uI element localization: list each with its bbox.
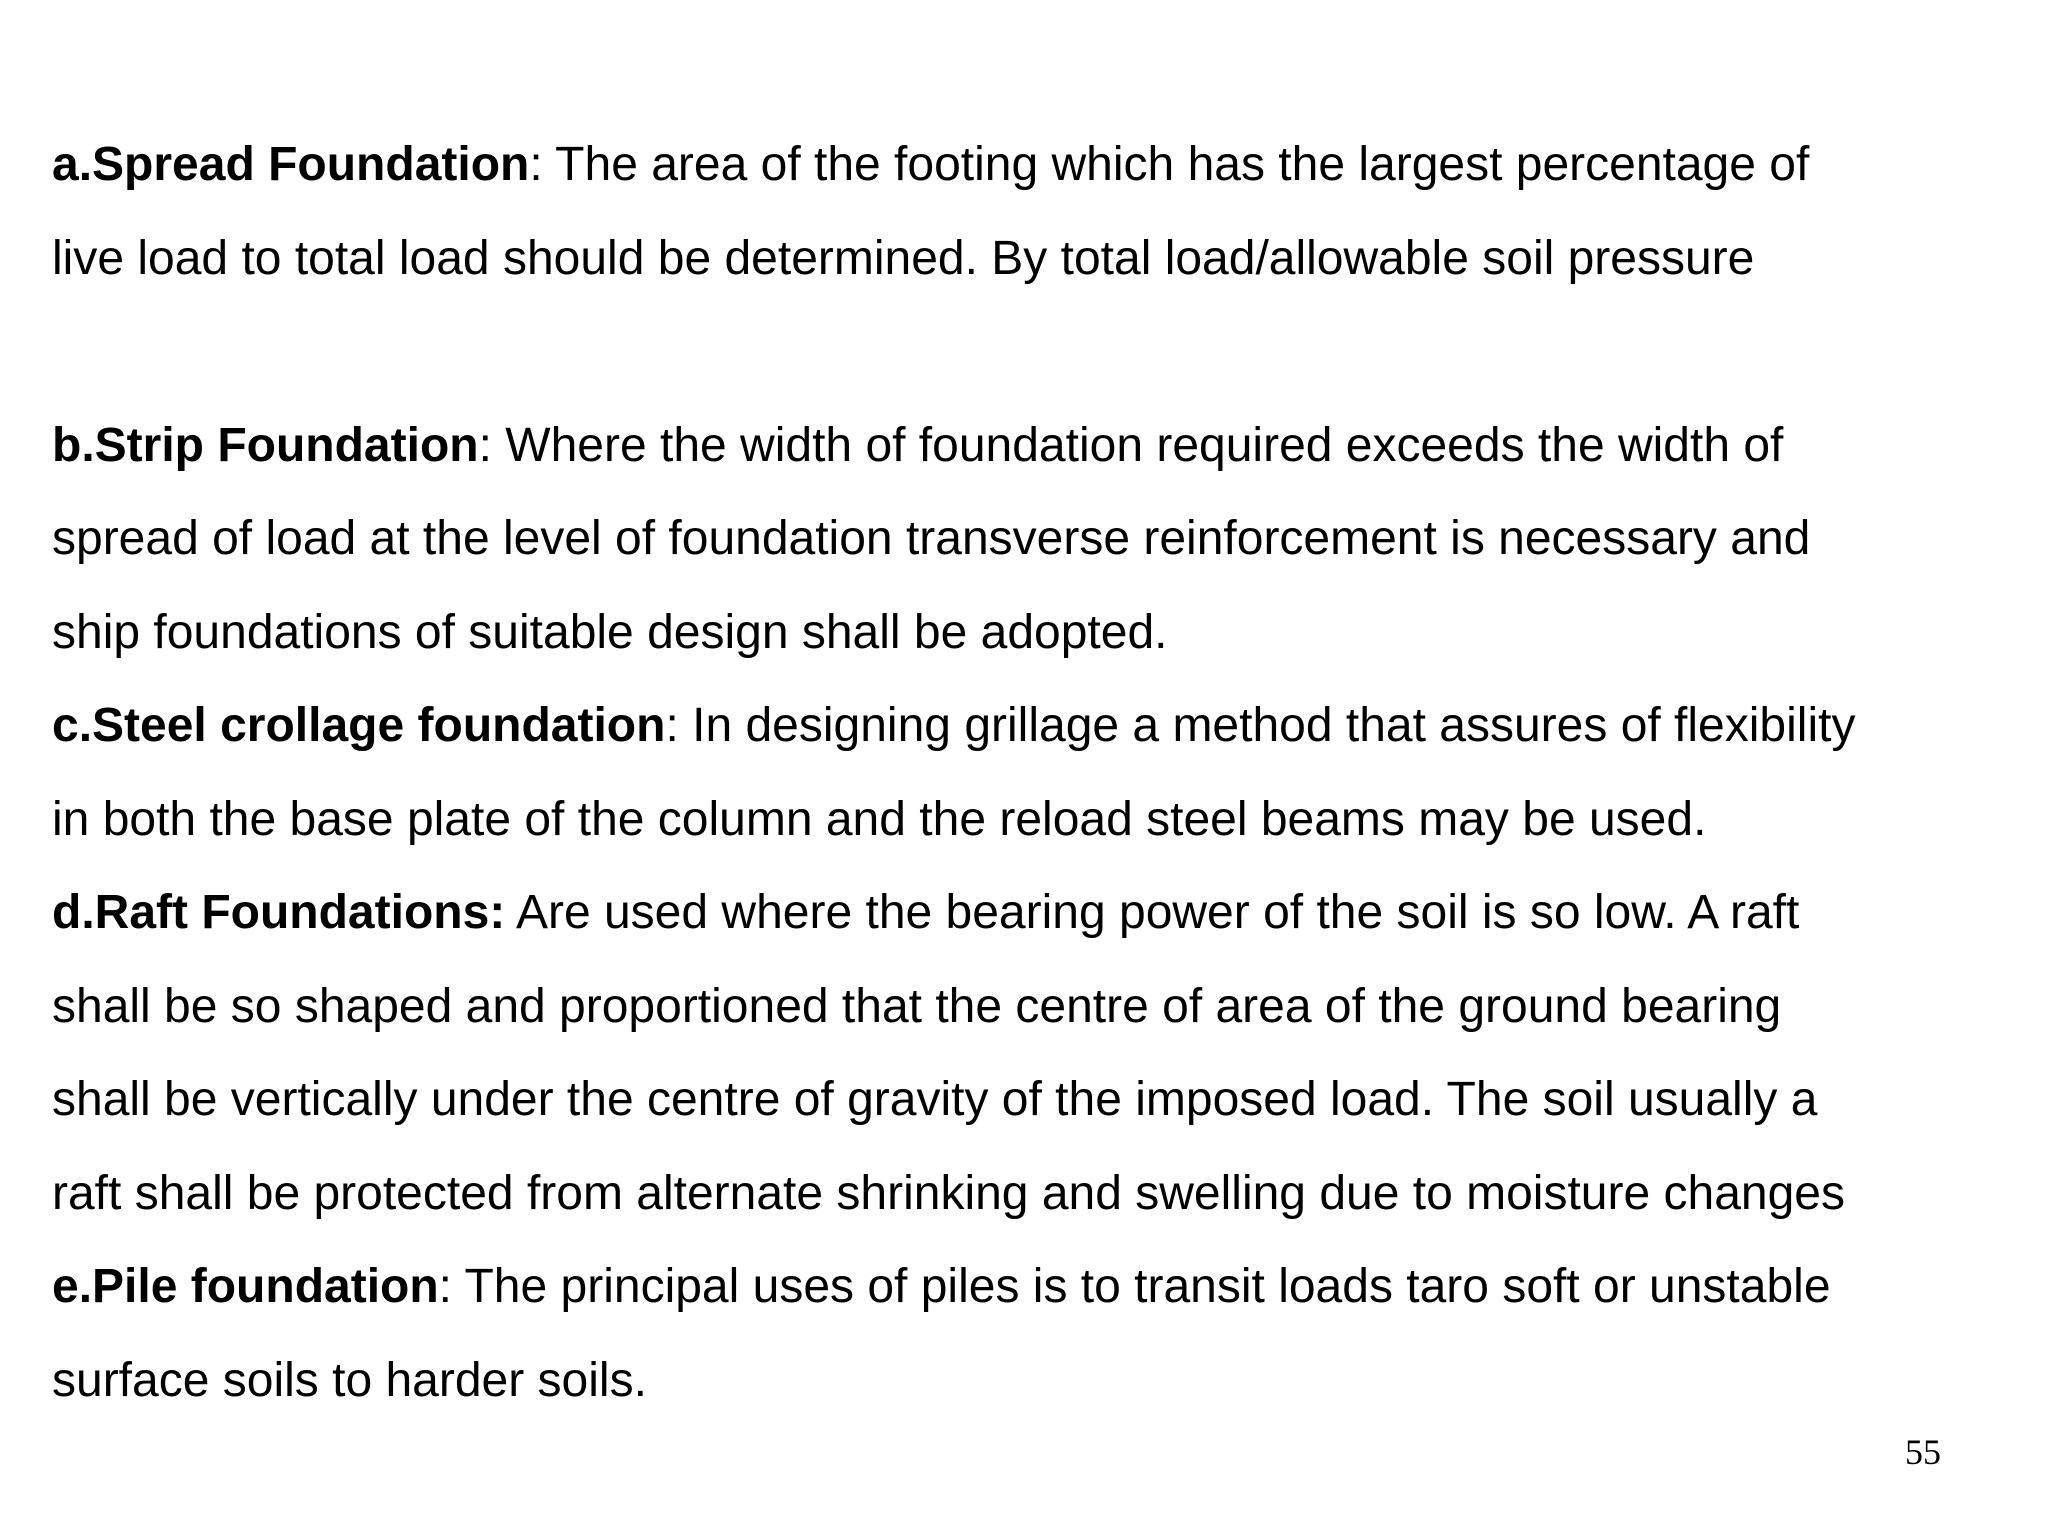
strip-foundation-line-2: spread of load at the level of foundation transverse reinforcement is necessary and	[52, 512, 1811, 565]
spread-foundation-text-1: The area of the footing which has the largest percentage of	[542, 138, 1810, 191]
grillage-foundation-line-1	[52, 679, 2012, 773]
strip-foundation-separator: :	[478, 418, 492, 472]
strip-foundation-term: b.Strip Foundation	[52, 418, 479, 472]
paragraph-gap	[52, 305, 2012, 399]
strip-foundation-text-1: Where the width of foundation required exceeds the width of	[491, 418, 1784, 472]
raft-foundation-line-3: shall be vertically under the centre of gravity of the imposed load. The soil usually a	[52, 1073, 1818, 1126]
raft-foundation-text-1: Are used where the bearing power of the soil is so low. A raft	[505, 886, 1800, 939]
spread-foundation-line-2: live load to total load should be determined. By total load/allowable soil pressure	[52, 231, 1755, 285]
raft-foundation-line-2: shall be so shaped and proportioned that the centre of area of the ground bearing	[52, 979, 1782, 1033]
spread-foundation-term: a.Spread Foundation	[52, 138, 530, 191]
strip-foundation-line-3: ship foundations of suitable design shall be adopted.	[52, 605, 1168, 659]
grillage-foundation-line-2: in both the base plate of the column and the reload steel beams may be used.	[52, 792, 1707, 846]
strip-foundation-line-1	[52, 399, 2012, 493]
pile-foundation-term: e.Pile foundation	[52, 1260, 439, 1313]
pile-foundation-separator: :	[438, 1260, 453, 1313]
spread-foundation-line-1	[52, 118, 2012, 212]
pile-foundation-text-1: The principal uses of piles is to transit loads taro soft or unstable	[452, 1260, 1831, 1313]
raft-foundation-term: d.Raft Foundations:	[52, 886, 506, 939]
pile-foundation-line-1	[52, 1240, 2012, 1334]
page-number: 55	[1905, 1432, 1941, 1472]
slide-body	[52, 118, 2012, 1427]
grillage-foundation-text-1: In designing grillage a method that assures of flexibility	[678, 699, 1856, 752]
grillage-foundation-separator: :	[665, 699, 679, 752]
raft-foundation-line-4: raft shall be protected from alternate shrinking and swelling due to moisture changes	[52, 1166, 1845, 1220]
grillage-foundation-term: c.Steel crollage foundation	[52, 699, 666, 752]
spread-foundation-separator: :	[529, 138, 543, 191]
raft-foundation-line-1	[52, 866, 2012, 960]
pile-foundation-line-2: surface soils to harder soils.	[52, 1353, 647, 1407]
